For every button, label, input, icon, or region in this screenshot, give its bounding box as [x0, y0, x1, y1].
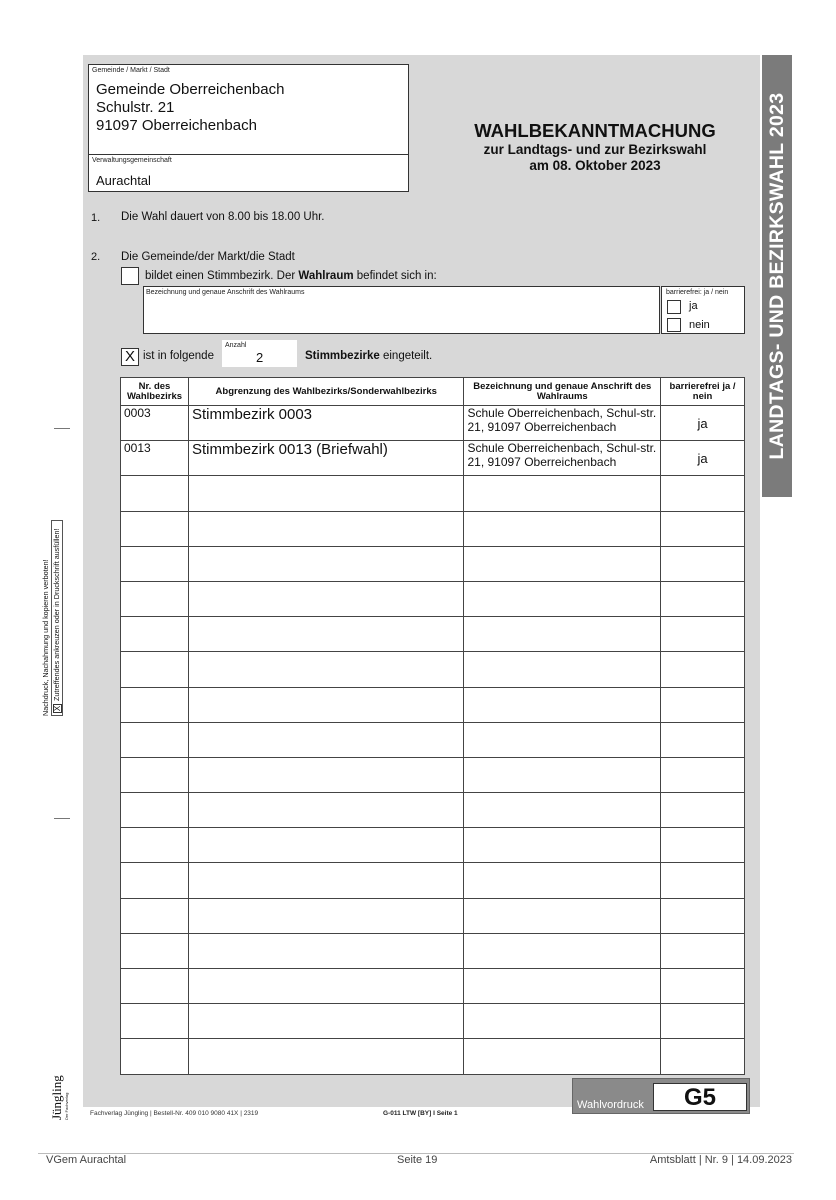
- title-sub2: am 08. Oktober 2023: [529, 158, 661, 173]
- item2-text: Die Gemeinde/der Markt/die Stadt: [121, 251, 295, 263]
- cell-location[interactable]: [464, 898, 661, 933]
- side-note-checkbox: X: [52, 705, 62, 712]
- item1-text: Die Wahl dauert von 8.00 bis 18.00 Uhr.: [121, 211, 325, 223]
- room-address-field[interactable]: [143, 286, 660, 334]
- cell-number[interactable]: [121, 511, 189, 546]
- cell-location[interactable]: [464, 793, 661, 828]
- admin-label: Verwaltungsgemeinschaft: [92, 157, 172, 164]
- sidebar-title: LANDTAGS- UND BEZIRKSWAHL 2023: [766, 92, 788, 460]
- cell-number[interactable]: [121, 1039, 189, 1074]
- cell-location[interactable]: [464, 933, 661, 968]
- barrier-free-no-label: nein: [689, 319, 710, 331]
- title-main: WAHLBEKANNTMACHUNG: [474, 120, 716, 141]
- barrier-free-box: [661, 286, 745, 334]
- cell-location[interactable]: [464, 511, 661, 546]
- cell-barrier-free[interactable]: [661, 793, 745, 828]
- form-badge-code: G5: [653, 1083, 747, 1111]
- cell-number[interactable]: [121, 722, 189, 757]
- cell-barrier-free[interactable]: [661, 757, 745, 792]
- footer-left: VGem Aurachtal: [46, 1154, 127, 1166]
- sidebar-banner: [762, 55, 792, 497]
- municipality-label: Gemeinde / Markt / Stadt: [92, 67, 170, 74]
- single-district-checkbox[interactable]: [121, 267, 139, 285]
- header-location: Bezeichnung und genaue Anschrift des Wahlraums: [464, 378, 661, 406]
- table-row-empty: [121, 933, 745, 968]
- header-number: Nr. des Wahlbezirks: [121, 378, 189, 406]
- cell-barrier-free[interactable]: [661, 511, 745, 546]
- cell-location[interactable]: [464, 476, 661, 511]
- cell-boundary[interactable]: [188, 476, 464, 511]
- table-row-empty: [121, 863, 745, 898]
- cell-location[interactable]: [464, 828, 661, 863]
- form-badge-label: Wahlvordruck: [577, 1099, 644, 1111]
- cell-location[interactable]: [464, 722, 661, 757]
- cell-barrier-free: ja: [661, 441, 745, 476]
- cell-boundary[interactable]: [188, 546, 464, 581]
- table-row-empty: [121, 828, 745, 863]
- cell-number: 0013: [121, 441, 189, 476]
- publisher-logo-sub: Der Fachverlag: [64, 1092, 69, 1120]
- title-sub1: zur Landtags- und zur Bezirkswahl: [483, 142, 707, 157]
- cell-boundary[interactable]: [188, 722, 464, 757]
- cell-location[interactable]: [464, 617, 661, 652]
- cell-boundary[interactable]: [188, 1004, 464, 1039]
- cell-barrier-free[interactable]: [661, 581, 745, 616]
- side-note: [41, 520, 71, 716]
- district-table: [120, 377, 745, 1075]
- table-row-empty: [121, 757, 745, 792]
- cell-barrier-free[interactable]: [661, 1004, 745, 1039]
- cell-barrier-free[interactable]: [661, 969, 745, 1004]
- table-row: [121, 441, 745, 476]
- cell-boundary[interactable]: [188, 793, 464, 828]
- cell-number[interactable]: [121, 652, 189, 687]
- cell-barrier-free: ja: [661, 406, 745, 441]
- cell-boundary[interactable]: [188, 933, 464, 968]
- side-note-line2: Zutreffendes ankreuzen oder in Druckschrift ausfüllen!: [52, 528, 61, 701]
- cell-number[interactable]: [121, 933, 189, 968]
- cell-location[interactable]: [464, 546, 661, 581]
- cell-barrier-free[interactable]: [661, 687, 745, 722]
- publisher-logo: [50, 1060, 76, 1120]
- item1-number: 1.: [91, 212, 101, 224]
- municipality-box: [88, 64, 409, 192]
- table-row-empty: [121, 1039, 745, 1074]
- cell-number[interactable]: [121, 863, 189, 898]
- barrier-free-yes-label: ja: [689, 300, 698, 312]
- table-row-empty: [121, 617, 745, 652]
- cell-location[interactable]: [464, 581, 661, 616]
- cell-barrier-free[interactable]: [661, 828, 745, 863]
- table-row-empty: [121, 1004, 745, 1039]
- cell-number[interactable]: [121, 476, 189, 511]
- municipality-city: 91097 Oberreichenbach: [96, 117, 257, 134]
- cell-number[interactable]: [121, 828, 189, 863]
- page-footer: [38, 1153, 794, 1166]
- table-row-empty: [121, 687, 745, 722]
- barrier-free-label: barrierefrei: ja / nein: [666, 289, 729, 296]
- cell-boundary[interactable]: [188, 969, 464, 1004]
- cell-location: Schule Oberreichenbach, Schul-str. 21, 91097 Oberreichenbach: [464, 406, 661, 441]
- cell-barrier-free[interactable]: [661, 722, 745, 757]
- barrier-free-no-checkbox[interactable]: [667, 318, 681, 332]
- table-row-empty: [121, 793, 745, 828]
- cell-boundary[interactable]: [188, 1039, 464, 1074]
- margin-mark-bottom: [54, 818, 70, 819]
- table-row-empty: [121, 546, 745, 581]
- admin-value: Aurachtal: [96, 173, 151, 188]
- cell-location[interactable]: [464, 687, 661, 722]
- district-count-field[interactable]: [222, 340, 297, 367]
- item2-number: 2.: [91, 251, 101, 263]
- cell-boundary[interactable]: [188, 581, 464, 616]
- cell-barrier-free[interactable]: [661, 863, 745, 898]
- table-row-empty: [121, 652, 745, 687]
- multi-district-suffix: Stimmbezirke eingeteilt.: [305, 350, 433, 362]
- cell-barrier-free[interactable]: [661, 476, 745, 511]
- table-row-empty: [121, 476, 745, 511]
- table-row-empty: [121, 898, 745, 933]
- table-row: [121, 406, 745, 441]
- cell-boundary[interactable]: [188, 511, 464, 546]
- cell-boundary: Stimmbezirk 0013 (Briefwahl): [188, 441, 464, 476]
- cell-barrier-free[interactable]: [661, 617, 745, 652]
- room-address-label: Bezeichnung und genaue Anschrift des Wahlraums: [146, 289, 305, 296]
- margin-mark-top: [54, 428, 70, 429]
- cell-location[interactable]: [464, 652, 661, 687]
- cell-boundary: Stimmbezirk 0003: [188, 406, 464, 441]
- cell-number[interactable]: [121, 1004, 189, 1039]
- cell-barrier-free[interactable]: [661, 933, 745, 968]
- cell-location[interactable]: [464, 863, 661, 898]
- district-count-value: 2: [256, 350, 264, 365]
- table-row-empty: [121, 722, 745, 757]
- footer-right: Amtsblatt | Nr. 9 | 14.09.2023: [649, 1154, 792, 1166]
- table-row-empty: [121, 581, 745, 616]
- cell-boundary[interactable]: [188, 652, 464, 687]
- header-barrier-free: barrierefrei ja / nein: [661, 378, 745, 406]
- cell-number[interactable]: [121, 969, 189, 1004]
- cell-barrier-free[interactable]: [661, 1039, 745, 1074]
- cell-number: 0003: [121, 406, 189, 441]
- cell-location[interactable]: [464, 757, 661, 792]
- cell-number[interactable]: [121, 546, 189, 581]
- side-note-line1: Nachdruck, Nachahmung und kopieren verboten!: [41, 559, 50, 716]
- publisher-logo-text: Jüngling: [49, 1075, 64, 1120]
- table-row-empty: [121, 969, 745, 1004]
- cell-number[interactable]: [121, 898, 189, 933]
- table-row-empty: [121, 511, 745, 546]
- cell-boundary[interactable]: [188, 617, 464, 652]
- single-district-text: bildet einen Stimmbezirk. Der Wahlraum befindet sich in:: [145, 270, 437, 282]
- cell-barrier-free[interactable]: [661, 652, 745, 687]
- cell-location[interactable]: [464, 969, 661, 1004]
- cell-barrier-free[interactable]: [661, 546, 745, 581]
- municipality-divider: [89, 154, 408, 155]
- cell-boundary[interactable]: [188, 757, 464, 792]
- cell-number[interactable]: [121, 581, 189, 616]
- cell-boundary[interactable]: [188, 828, 464, 863]
- cell-number[interactable]: [121, 687, 189, 722]
- form-badge: [572, 1078, 750, 1114]
- form-code: G-011 LTW [BY] I Seite 1: [383, 1110, 458, 1117]
- cell-barrier-free[interactable]: [661, 898, 745, 933]
- cell-boundary[interactable]: [188, 863, 464, 898]
- document-title: [440, 120, 750, 174]
- cell-location: Schule Oberreichenbach, Schul-str. 21, 91097 Oberreichenbach: [464, 441, 661, 476]
- district-count-label: Anzahl: [225, 342, 247, 349]
- multi-district-checkbox[interactable]: X: [121, 348, 139, 366]
- municipality-street: Schulstr. 21: [96, 99, 175, 116]
- cell-boundary[interactable]: [188, 687, 464, 722]
- cell-location[interactable]: [464, 1004, 661, 1039]
- municipality-name: Gemeinde Oberreichenbach: [96, 81, 285, 98]
- cell-number[interactable]: [121, 793, 189, 828]
- cell-number[interactable]: [121, 617, 189, 652]
- barrier-free-yes-checkbox[interactable]: [667, 300, 681, 314]
- cell-boundary[interactable]: [188, 898, 464, 933]
- multi-district-text: ist in folgende: [143, 350, 214, 362]
- publisher-info: Fachverlag Jüngling | Bestell-Nr. 409 010 9080 41X | 2319: [90, 1110, 259, 1117]
- cell-number[interactable]: [121, 757, 189, 792]
- table-header-row: [121, 378, 745, 406]
- footer-center: Seite 19: [397, 1154, 438, 1166]
- cell-location[interactable]: [464, 1039, 661, 1074]
- header-boundary: Abgrenzung des Wahlbezirks/Sonderwahlbezirks: [188, 378, 464, 406]
